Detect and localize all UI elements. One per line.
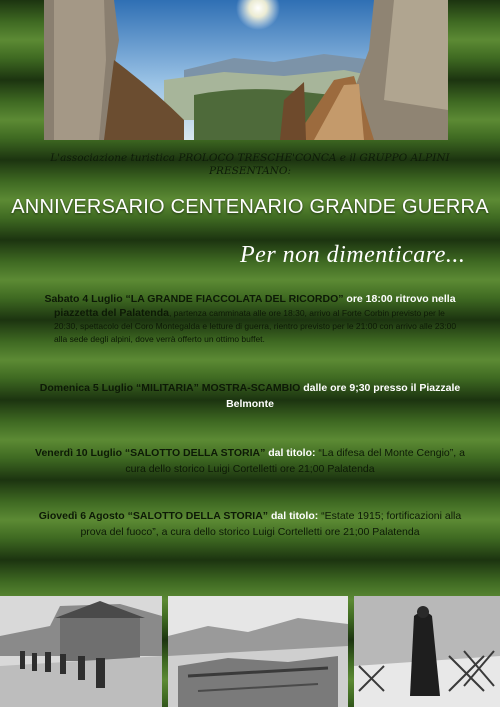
bottom-photo-strip (0, 596, 500, 707)
event-3-rest: “La difesa del Monte Cengio”, a (318, 447, 465, 459)
event-2-name: “MILITARIA” MOSTRA-SCAMBIO (136, 382, 301, 394)
event-2-line2: Belmonte (226, 398, 274, 410)
event-4-name: “SALOTTO DELLA STORIA” (127, 510, 269, 522)
event-1-name: “LA GRANDE FIACCOLATA DEL RICORDO” (125, 293, 344, 305)
page-title: ANNIVERSARIO CENTENARIO GRANDE GUERRA (11, 196, 489, 218)
intro-line-2: PRESENTANO: (208, 165, 292, 177)
event-2-date: Domenica 5 Luglio (39, 382, 134, 394)
mountain-trench-photo (168, 596, 348, 707)
event-1-date: Sabato 4 Luglio (44, 293, 123, 305)
event-4-highlight: dal titolo: (270, 510, 319, 522)
soldiers-marching-photo (0, 596, 162, 707)
event-4-rest: “Estate 1915; fortificazioni alla (321, 510, 462, 522)
event-1-highlight: ore 18:00 ritrovo nella (346, 293, 456, 305)
event-3-highlight: dal titolo: (268, 447, 316, 459)
event-1-line2: piazzetta del Palatenda (54, 307, 169, 319)
event-3 (18, 445, 482, 477)
event-2 (18, 380, 482, 412)
event-1 (18, 291, 482, 346)
event-2-highlight: dalle ore 9;30 presso il Piazzale (303, 382, 461, 394)
top-landscape-photo (44, 0, 448, 140)
subtitle: Per non dimenticare... (240, 242, 466, 268)
intro-text (30, 152, 470, 178)
event-4-line2: prova del fuoco”, a cura dello storico Luigi Cortelletti ore 21;00 Palatenda (80, 526, 420, 538)
event-1-details: , partenza camminata alle ore 18:30, arrivo al Forte Corbin previsto per le 20:30, spettacolo del Coro Montegalda e letture di guerra, rientro previsto per le 21:00 con arrivo alle 23:00 alla sede degli alpini, dove verrà offerto un ottimo buffet. (54, 308, 457, 344)
event-4 (18, 508, 482, 540)
event-3-date: Venerdì 10 Luglio (35, 447, 122, 459)
event-3-name: “SALOTTO DELLA STORIA” (124, 447, 266, 459)
soldier-snow-photo (354, 596, 500, 707)
event-3-line2: cura dello storico Luigi Cortelletti ore 21;00 Palatenda (125, 463, 375, 475)
event-4-date: Giovedì 6 Agosto (38, 510, 125, 522)
intro-line-1: L'associazione turistica PROLOCO TRESCHE'CONCA e il GRUPPO ALPINI (50, 152, 450, 164)
